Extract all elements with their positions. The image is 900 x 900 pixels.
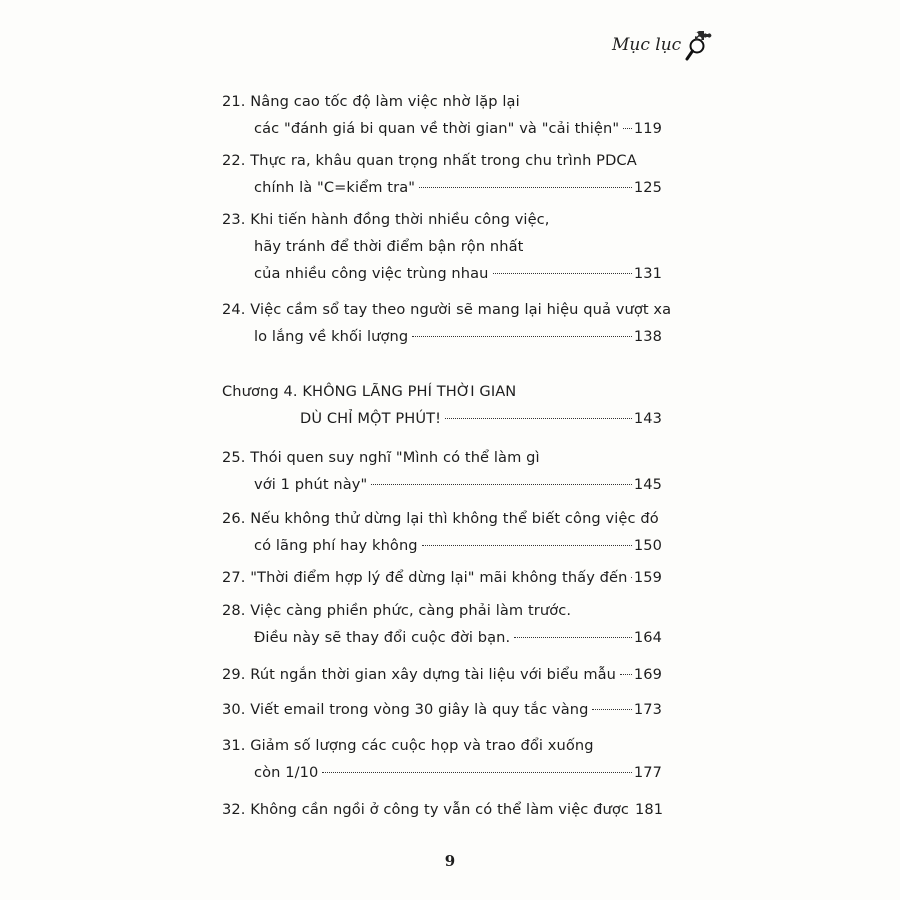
entry-title-line: 29. Rút ngắn thời gian xây dựng tài liệu với biểu mẫu bbox=[222, 666, 617, 683]
entry-title-line: 27. "Thời điểm hợp lý để dừng lại" mãi không thấy đến bbox=[222, 569, 628, 586]
entry-title-line: 22. Thực ra, khâu quan trọng nhất trong chu trình PDCA bbox=[222, 152, 637, 169]
dot-leader bbox=[493, 272, 632, 274]
toc-entry-28[interactable] bbox=[222, 597, 662, 651]
entry-last-line bbox=[222, 624, 662, 651]
dot-leader bbox=[322, 771, 631, 773]
entry-title-line: 26. Nếu không thử dừng lại thì không thể biết công việc đó bbox=[222, 510, 659, 527]
toc-entry-22[interactable] bbox=[222, 147, 662, 201]
entry-title-line: hãy tránh để thời điểm bận rộn nhất bbox=[254, 238, 524, 255]
entry-title-line: 21. Nâng cao tốc độ làm việc nhờ lặp lại bbox=[222, 93, 520, 110]
entry-page-number: 169 bbox=[633, 666, 662, 683]
entry-last-line bbox=[222, 759, 662, 786]
entry-title-line: 23. Khi tiến hành đồng thời nhiều công việc, bbox=[222, 211, 550, 228]
entry-last-line bbox=[222, 471, 662, 498]
toc-chapter-4[interactable] bbox=[222, 378, 662, 432]
entry-title-line: chính là "C=kiểm tra" bbox=[254, 179, 416, 196]
dot-leader bbox=[623, 127, 632, 129]
chapter-title-line: DÙ CHỈ MỘT PHÚT! bbox=[300, 410, 442, 427]
entry-page-number: 131 bbox=[633, 265, 662, 282]
entry-last-line bbox=[222, 532, 662, 559]
entry-title-line: với 1 phút này" bbox=[254, 476, 368, 493]
entry-title-line: 24. Việc cầm sổ tay theo người sẽ mang lại hiệu quả vượt xa bbox=[222, 301, 672, 318]
entry-title-line: có lãng phí hay không bbox=[254, 537, 418, 554]
entry-page-number: 177 bbox=[633, 764, 662, 781]
entry-page-number: 138 bbox=[633, 328, 662, 345]
toc-entry-29[interactable] bbox=[222, 661, 662, 688]
entry-last-line bbox=[222, 405, 662, 432]
entry-title-line: của nhiều công việc trùng nhau bbox=[254, 265, 489, 282]
toc-entry-32[interactable] bbox=[222, 796, 662, 823]
entry-page-number: 145 bbox=[633, 476, 662, 493]
entry-page-number: 181 bbox=[635, 801, 664, 818]
header-title: Mục lục bbox=[612, 35, 682, 55]
entry-title-line: 28. Việc càng phiền phức, càng phải làm trước. bbox=[222, 602, 572, 619]
dot-leader bbox=[445, 417, 632, 419]
entry-page-number: 150 bbox=[633, 537, 662, 554]
entry-title-line: 31. Giảm số lượng các cuộc họp và trao đổi xuống bbox=[222, 737, 594, 754]
entry-page-number: 159 bbox=[633, 569, 662, 586]
entry-page-number: 119 bbox=[633, 120, 662, 137]
page-number-footer: 9 bbox=[444, 852, 456, 870]
entry-title-line: 32. Không cần ngồi ở công ty vẫn có thể làm việc được bbox=[222, 801, 630, 818]
entry-last-line bbox=[222, 260, 662, 287]
toc-entry-21[interactable] bbox=[222, 88, 662, 142]
toc-entry-25[interactable] bbox=[222, 444, 662, 498]
entry-last-line bbox=[222, 174, 662, 201]
entry-page-number: 173 bbox=[633, 701, 662, 718]
dot-leader bbox=[514, 636, 632, 638]
entry-last-line bbox=[222, 564, 662, 591]
dot-leader bbox=[422, 544, 632, 546]
entry-last-line bbox=[222, 323, 662, 350]
entry-page-number: 164 bbox=[633, 629, 662, 646]
entry-page-number: 143 bbox=[633, 410, 662, 427]
entry-title-line: 30. Viết email trong vòng 30 giây là quy tắc vàng bbox=[222, 701, 589, 718]
entry-last-line bbox=[222, 696, 662, 723]
toc-entry-24[interactable] bbox=[222, 296, 672, 350]
toc-entry-31[interactable] bbox=[222, 732, 662, 786]
page-header bbox=[612, 28, 713, 62]
dot-leader bbox=[412, 335, 632, 337]
dot-leader bbox=[419, 186, 632, 188]
toc-entry-27[interactable] bbox=[222, 564, 662, 591]
dot-leader bbox=[620, 673, 632, 675]
dot-leader bbox=[371, 483, 631, 485]
toc-entry-26[interactable] bbox=[222, 505, 662, 559]
chapter-title-line: Chương 4. KHÔNG LÃNG PHÍ THỜI GIAN bbox=[222, 383, 517, 400]
toc-entry-30[interactable] bbox=[222, 696, 662, 723]
dot-leader bbox=[592, 708, 631, 710]
entry-title-line: lo lắng về khối lượng bbox=[254, 328, 409, 345]
magnifier-puzzle-icon bbox=[685, 28, 713, 62]
entry-page-number: 125 bbox=[633, 179, 662, 196]
toc-entry-23[interactable] bbox=[222, 206, 662, 287]
entry-title-line: Điều này sẽ thay đổi cuộc đời bạn. bbox=[254, 629, 511, 646]
entry-title-line: các "đánh giá bi quan về thời gian" và "cải thiện" bbox=[254, 120, 620, 137]
entry-title-line: 25. Thói quen suy nghĩ "Mình có thể làm gì bbox=[222, 449, 540, 466]
entry-last-line bbox=[222, 796, 662, 823]
entry-title-line: còn 1/10 bbox=[254, 764, 319, 781]
entry-last-line bbox=[222, 661, 662, 688]
entry-last-line bbox=[222, 115, 662, 142]
